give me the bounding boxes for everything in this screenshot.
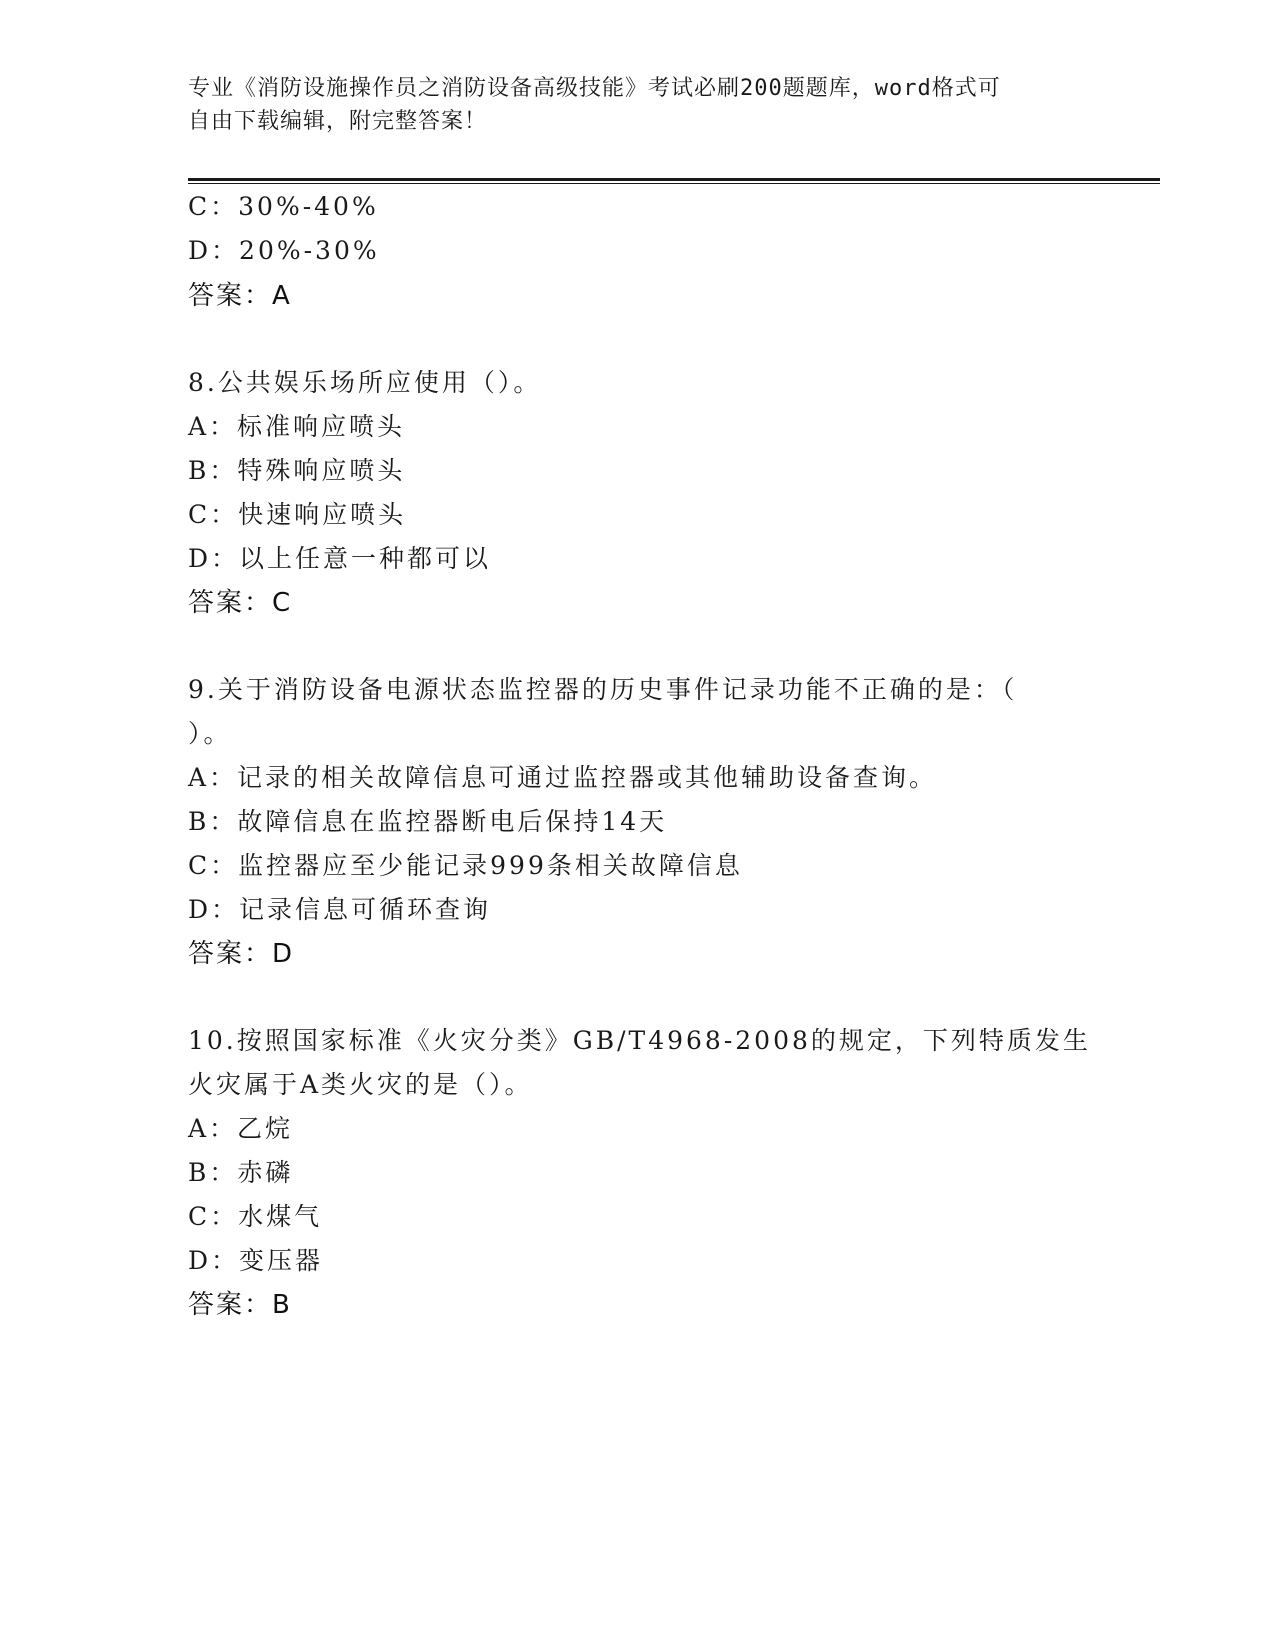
q7-option-c: C：30%-40% [188, 192, 379, 221]
q8-stem: 8.公共娱乐场所应使用（）。 [188, 368, 542, 397]
q9-option-d: D：记录信息可循环查询 [188, 895, 492, 924]
q8-option-b: B：特殊响应喷头 [188, 456, 406, 485]
q10-option-a: A：乙烷 [188, 1114, 294, 1143]
q10-option-b: B：赤磷 [188, 1158, 294, 1187]
q7-option-d: D：20%-30% [188, 236, 380, 265]
q8-answer: 答案：C [188, 588, 293, 618]
q9-option-b: B：故障信息在监控器断电后保持14天 [188, 807, 668, 836]
q10-stem-line-1: 10.按照国家标准《火灾分类》GB/T4968-2008的规定，下列特质发生 [188, 1026, 1091, 1055]
q10-answer: 答案：B [188, 1290, 292, 1320]
header-divider-thick [188, 178, 1160, 181]
q9-answer: 答案：D [188, 939, 295, 969]
header-title-line-2: 自由下载编辑，附完整答案！ [188, 109, 488, 134]
q9-option-a: A：记录的相关故障信息可通过监控器或其他辅助设备查询。 [188, 763, 938, 792]
q10-option-c: C：水煤气 [188, 1202, 323, 1231]
q8-option-d: D：以上任意一种都可以 [188, 544, 492, 573]
q9-stem-line-1: 9.关于消防设备电源状态监控器的历史事件记录功能不正确的是：（ [188, 675, 1018, 704]
q10-option-d: D：变压器 [188, 1246, 324, 1275]
q8-option-a: A：标准响应喷头 [188, 412, 406, 441]
q10-stem-line-2: 火灾属于A类火灾的是（）。 [188, 1070, 533, 1099]
header-title-line-1: 专业《消防设施操作员之消防设备高级技能》考试必刷200题题库，word格式可 [188, 76, 1001, 101]
document-header [188, 72, 1068, 138]
q9-option-c: C：监控器应至少能记录999条相关故障信息 [188, 851, 743, 880]
header-divider-thin [188, 183, 1160, 184]
q8-option-c: C：快速响应喷头 [188, 500, 407, 529]
q9-stem-line-2: ）。 [188, 719, 232, 748]
q7-answer: 答案：A [188, 281, 292, 311]
